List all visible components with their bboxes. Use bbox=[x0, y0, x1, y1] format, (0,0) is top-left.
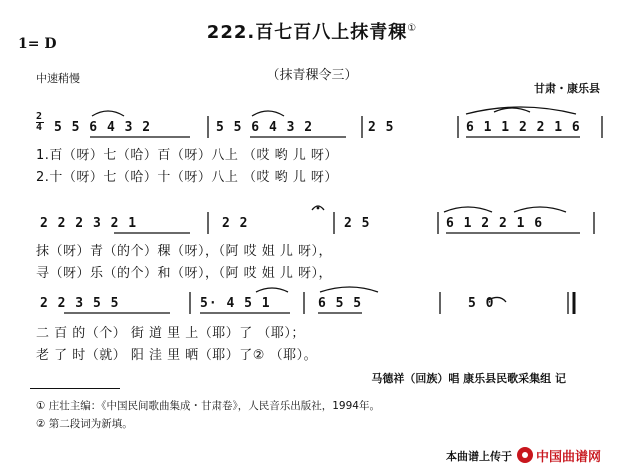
footnote-divider bbox=[30, 388, 120, 389]
system-2-lyrics-1: 抹（呀）青（的个）稞（呀），（阿 哎 姐 儿 呀）， bbox=[36, 244, 333, 259]
system-3-measure-2: 5· 4 5 1 bbox=[200, 296, 271, 311]
footnote-2: ② 第二段词为新填。 bbox=[36, 418, 133, 430]
system-2-measure-3: 2 5 bbox=[344, 216, 371, 231]
system-3-measure-3: 6 5 5 bbox=[318, 296, 363, 311]
slur bbox=[256, 288, 288, 292]
system-2-lyrics-2: 寻（呀）乐（的个）和（呀），（阿 哎 姐 儿 呀）， bbox=[36, 266, 333, 281]
system-1-lyrics-1: 1.百（呀）七（哈）百（呀）八上 （哎 哟 儿 呀） bbox=[36, 148, 338, 163]
site-logo[interactable] bbox=[516, 444, 620, 466]
slur bbox=[466, 107, 576, 114]
time-signature-bottom: 4 bbox=[36, 122, 44, 133]
system-1-measure-3: 2 5 bbox=[368, 120, 395, 135]
system-3-lyrics-1: 二 百 的（个） 街 道 里 上（耶）了 （耶）； bbox=[36, 326, 305, 341]
slur bbox=[444, 207, 492, 212]
tempo-marking: 中速稍慢 bbox=[36, 72, 80, 85]
system-1-measure-2: 5 5 6 4 3 2 bbox=[216, 120, 314, 135]
system-1-measure-1: 5 5 6 4 3 2 bbox=[54, 120, 152, 135]
footnote-1: ① 庄壮主编：《中国民间歌曲集成・甘肃卷》，人民音乐出版社，1994年。 bbox=[36, 400, 380, 412]
slur bbox=[320, 287, 378, 292]
key-signature: 1= D bbox=[18, 36, 57, 52]
time-signature-top: 2 bbox=[36, 111, 44, 122]
subtitle: （抹青稞令三） bbox=[266, 68, 358, 83]
system-2-measure-1: 2 2 2 3 2 1 bbox=[40, 216, 138, 231]
system-3-measure-4: 5 0 bbox=[468, 296, 495, 311]
song-title-text: 222.百七百八上抹青稞 bbox=[206, 22, 408, 43]
slur bbox=[92, 111, 124, 116]
title-footnote-mark: ① bbox=[407, 23, 418, 34]
system-3-measure-1: 2 2 3 5 5 bbox=[40, 296, 120, 311]
slur bbox=[488, 297, 506, 302]
slur bbox=[252, 111, 284, 116]
fermata-dot bbox=[317, 207, 320, 210]
system-2-measure-2: 2 2 bbox=[222, 216, 249, 231]
performer-credit: 马德祥（回族）唱 康乐县民歌采集组 记 bbox=[371, 372, 566, 385]
system-2-measure-4: 6 1 2 2 1 6 bbox=[446, 216, 544, 231]
system-1-lyrics-2: 2.十（呀）七（哈）十（呀）八上 （哎 哟 儿 呀） bbox=[36, 170, 338, 185]
upload-note: 本曲谱上传于 bbox=[446, 450, 512, 463]
system-3-lyrics-2: 老 了 时（就） 阳 洼 里 晒（耶）了② （耶）。 bbox=[36, 348, 318, 363]
system-1-measure-4: 6 1 1 2 2 1 6 bbox=[466, 120, 581, 135]
slur bbox=[514, 207, 566, 212]
site-logo-text: 中国曲谱网 bbox=[536, 450, 602, 465]
region-label: 甘肃・康乐县 bbox=[534, 82, 600, 95]
